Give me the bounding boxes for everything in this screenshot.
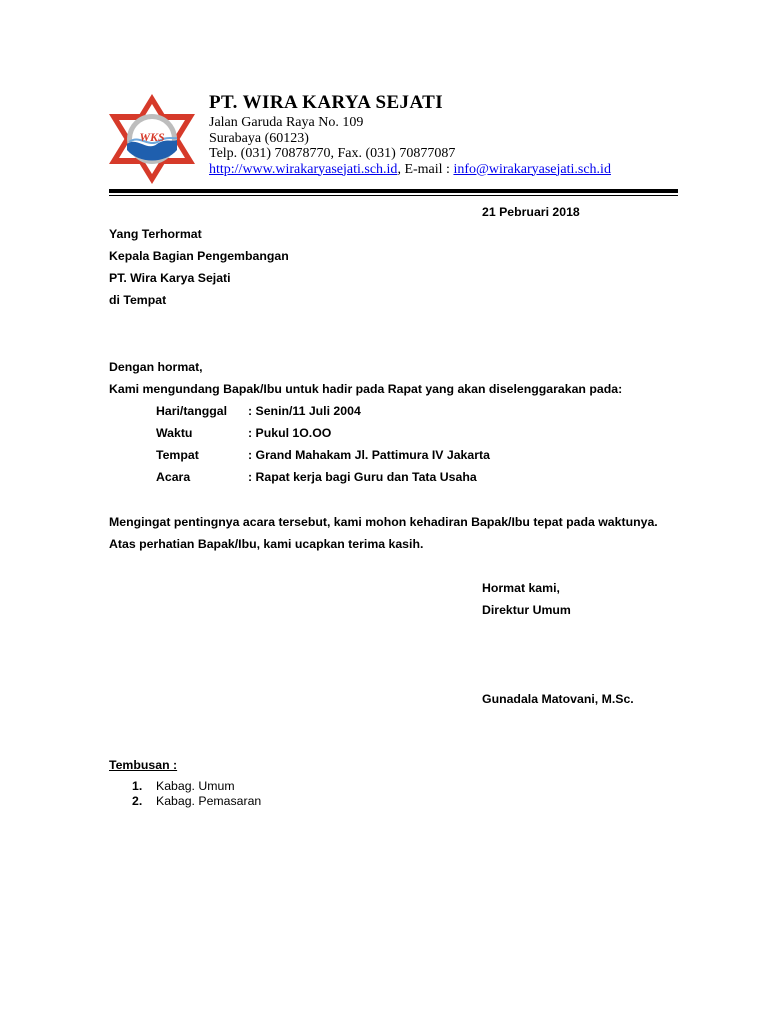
cc-item-number: 1.: [132, 779, 143, 793]
signature-greeting: Hormat kami,: [482, 581, 560, 595]
closing-paragraph: Atas perhatian Bapak/Ibu, kami ucapkan terima kasih.: [109, 537, 424, 551]
detail-label: Tempat: [156, 448, 199, 462]
company-phone-fax: Telp. (031) 70878770, Fax. (031) 70877087: [209, 146, 456, 161]
cc-item: Kabag. Pemasaran: [156, 794, 262, 808]
letterhead-divider-thin: [109, 195, 678, 196]
website-link[interactable]: http://www.wirakaryasejati.sch.id: [209, 161, 398, 177]
letter-date: 21 Pebruari 2018: [482, 205, 580, 219]
detail-label: Hari/tanggal: [156, 404, 228, 418]
cc-item: Kabag. Umum: [156, 779, 235, 793]
intro-paragraph: Kami mengundang Bapak/Ibu untuk hadir pada Rapat yang akan diselenggarakan pada:: [109, 382, 623, 396]
signature-name: Gunadala Matovani, M.Sc.: [482, 692, 634, 706]
recipient-line: Yang Terhormat: [109, 227, 202, 241]
company-contact-line: [209, 162, 611, 178]
letterhead-divider-thick: [109, 189, 678, 193]
email-link[interactable]: info@wirakaryasejati.sch.id: [453, 161, 611, 177]
company-logo: [103, 92, 201, 186]
cc-item-number: 2.: [132, 794, 143, 808]
detail-value: : Grand Mahakam Jl. Pattimura IV Jakarta: [248, 448, 490, 462]
letterhead: [209, 91, 611, 177]
recipient-line: di Tempat: [109, 293, 167, 307]
company-name: PT. WIRA KARYA SEJATI: [209, 92, 444, 113]
salutation: Dengan hormat,: [109, 360, 203, 374]
cc-title: Tembusan :: [109, 758, 178, 772]
detail-label: Acara: [156, 470, 191, 484]
company-city: Surabaya (60123): [209, 130, 309, 146]
signature-position: Direktur Umum: [482, 603, 571, 617]
recipient-line: PT. Wira Karya Sejati: [109, 271, 231, 285]
logo-lettering: WKS: [139, 130, 165, 144]
detail-label: Waktu: [156, 426, 193, 440]
detail-value: : Rapat kerja bagi Guru dan Tata Usaha: [248, 470, 477, 484]
company-address: Jalan Garuda Raya No. 109: [209, 115, 364, 130]
detail-value: : Senin/11 Juli 2004: [248, 404, 361, 418]
email-separator: , E-mail :: [397, 161, 454, 177]
detail-value: : Pukul 1O.OO: [248, 426, 332, 440]
closing-paragraph: Mengingat pentingnya acara tersebut, kami mohon kehadiran Bapak/Ibu tepat pada waktunya.: [109, 515, 658, 529]
recipient-line: Kepala Bagian Pengembangan: [109, 249, 289, 263]
